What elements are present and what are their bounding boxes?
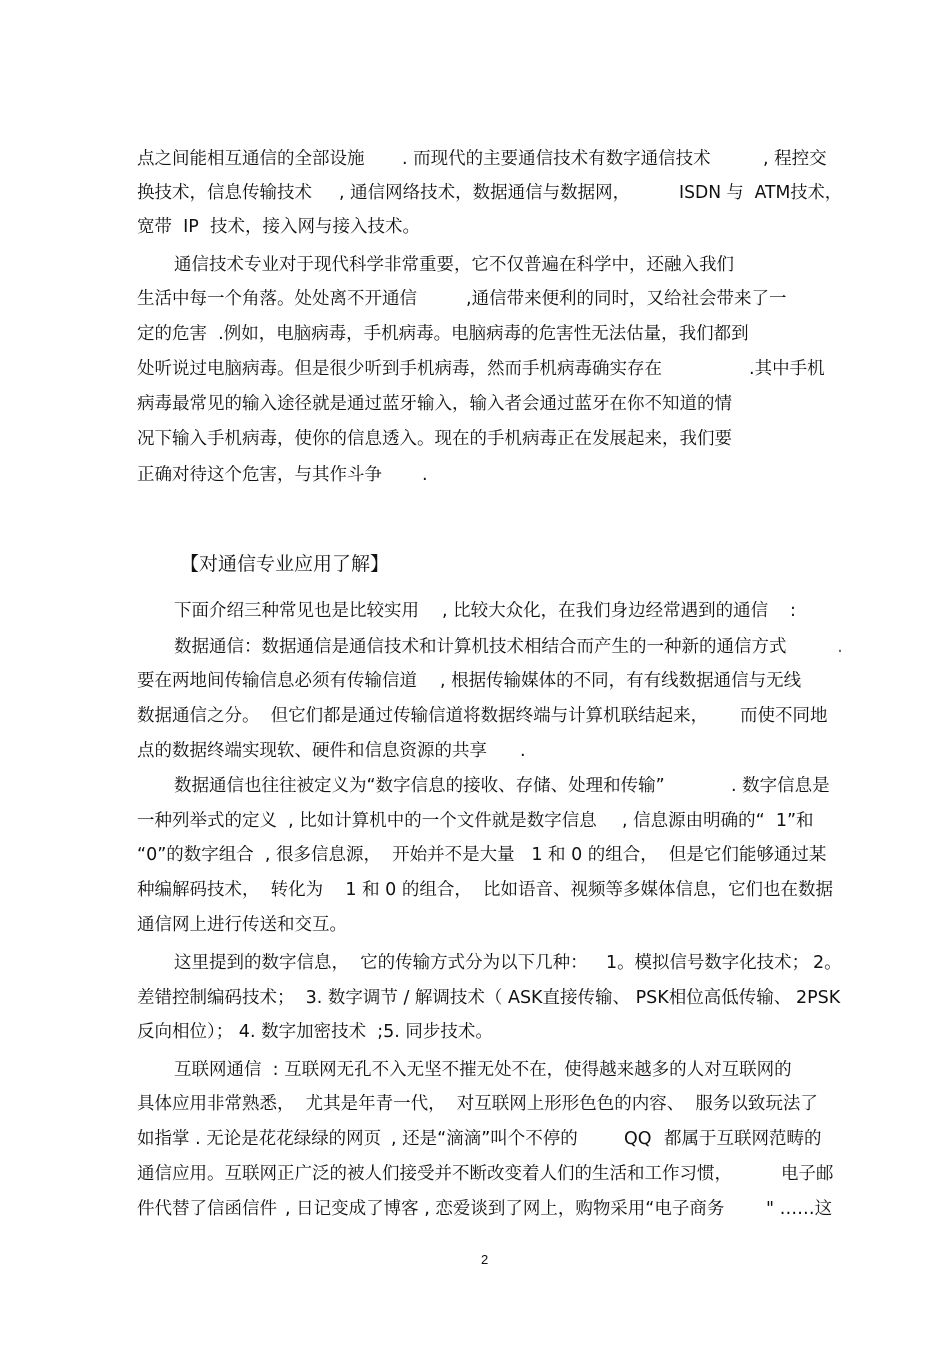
text-fragment: 通信技术专业对于现代科学非常重要，它不仅普遍在科学中，还融入我们 bbox=[174, 255, 734, 275]
text-fragment: 通信网上进行传送和交互。 bbox=[137, 915, 347, 935]
text-fragment: 换技术，信息传输技术 bbox=[137, 183, 312, 203]
section-heading bbox=[0, 549, 950, 579]
text-fragment: , 日记变成了博客 , 恋爱谈到了网上，购物采用“电子商务 bbox=[285, 1199, 725, 1219]
text-fragment: ,通信带来便利的同时，又给社会带来了一 bbox=[466, 289, 787, 309]
text-fragment: 1。模拟信号数字化技术； bbox=[606, 953, 810, 973]
text-fragment: 反向相位）； 4. 数字加密技术 ;5. 同步技术。 bbox=[137, 1022, 493, 1042]
text-fragment: 点的数据终端实现软、硬件和信息资源的共享 bbox=[137, 741, 487, 761]
text-fragment: , 通信网络技术，数据通信与数据网， bbox=[339, 183, 631, 203]
text-fragment: . bbox=[520, 741, 526, 761]
text-fragment: 点之间能相互通信的全部设施 bbox=[137, 149, 365, 169]
text-fragment: 如指掌 . 无论是花花绿绿的网页 bbox=[137, 1129, 382, 1149]
text-line bbox=[0, 736, 950, 766]
text-fragment: 通信应用。互联网正广泛的被人们接受并不断改变着人们的生活和工作习惯， bbox=[137, 1164, 732, 1184]
text-fragment: 而使不同地 bbox=[740, 706, 828, 726]
text-fragment: 生活中每一个角落。处处离不开通信 bbox=[137, 289, 417, 309]
text-line bbox=[0, 389, 950, 419]
text-line bbox=[0, 701, 950, 731]
text-fragment: , 还是“滴滴”叫个不停的 bbox=[391, 1129, 578, 1149]
text-line bbox=[0, 806, 950, 836]
text-line bbox=[0, 948, 950, 978]
text-line bbox=[0, 354, 950, 384]
text-line bbox=[0, 1159, 950, 1189]
section-heading-text: 【对通信专业应用了解】 bbox=[180, 553, 390, 575]
text-fragment: 电子邮 bbox=[781, 1164, 834, 1184]
text-fragment: 处听说过电脑病毒。但是很少听到手机病毒，然而手机病毒确实存在 bbox=[137, 359, 662, 379]
text-fragment: : bbox=[790, 601, 796, 621]
text-line bbox=[0, 284, 950, 314]
text-line bbox=[0, 1124, 950, 1154]
text-fragment: 都属于互联网范畴的 bbox=[664, 1129, 822, 1149]
text-line bbox=[0, 212, 950, 242]
text-fragment: , 比较大众化，在我们身边经常遇到的通信 bbox=[442, 601, 769, 621]
text-fragment: 正确对待这个危害，与其作斗争 bbox=[137, 465, 382, 485]
text-fragment: 差错控制编码技术； 3. 数字调节 / 解调技术（ ASK直接传输、 PSK相位高低传输、 bbox=[137, 988, 792, 1008]
text-fragment: " ……这 bbox=[766, 1199, 833, 1219]
text-fragment: , 程控交 bbox=[763, 149, 827, 169]
text-line bbox=[0, 250, 950, 280]
text-line bbox=[0, 1089, 950, 1119]
text-fragment: . 数字信息是 bbox=[731, 776, 830, 796]
text-fragment: 数据通信也往往被定义为“数字信息的接收、存储、处理和传输” bbox=[174, 776, 665, 796]
text-line bbox=[0, 910, 950, 940]
text-fragment: 下面介绍三种常见也是比较实用 bbox=[174, 601, 419, 621]
text-fragment: . bbox=[422, 465, 428, 485]
text-fragment: 种编解码技术， 转化为 1 和 0 的组合， 比如语音、视频等多媒体信息，它们也在数据 bbox=[137, 880, 833, 900]
text-line bbox=[0, 875, 950, 905]
text-fragment: 2PSK bbox=[796, 988, 841, 1008]
text-line bbox=[0, 840, 950, 870]
text-fragment: . 而现代的主要通信技术有数字通信技术 bbox=[402, 149, 711, 169]
text-fragment: , 根据传输媒体的不同，有有线数据通信与无线 bbox=[440, 671, 802, 691]
text-fragment: .其中手机 bbox=[749, 359, 825, 379]
text-fragment: 数据通信之分。 但它们都是通过传输信道将数据终端与计算机联结起来， bbox=[137, 706, 709, 726]
text-line bbox=[0, 178, 950, 208]
text-line bbox=[0, 319, 950, 349]
text-line bbox=[0, 1017, 950, 1047]
text-line bbox=[0, 424, 950, 454]
text-fragment: 这里提到的数字信息， 它的传输方式分为以下几种： bbox=[174, 953, 588, 973]
text-fragment: , 信息源由明确的“ 1”和 bbox=[622, 811, 814, 831]
text-line bbox=[0, 460, 950, 490]
text-fragment: . bbox=[838, 637, 842, 657]
text-line bbox=[0, 983, 950, 1013]
text-fragment: “0”的数字组合 , 很多信息源， 开始并不是大量 1 和 0 的组合， 但是它们能够通过某 bbox=[137, 845, 827, 865]
text-fragment: 病毒最常见的输入途径就是通过蓝牙输入，输入者会通过蓝牙在你不知道的情 bbox=[137, 394, 732, 414]
text-fragment: 要在两地间传输信息必须有传输信道 bbox=[137, 671, 417, 691]
text-fragment: QQ bbox=[624, 1129, 652, 1149]
text-fragment: ISDN 与 ATM技术， bbox=[679, 183, 842, 203]
text-fragment: 2。 bbox=[813, 953, 842, 973]
text-fragment: 互联网通信 : 互联网无孔不入无坚不摧无处不在，使得越来越多的人对互联网的 bbox=[174, 1060, 792, 1080]
text-fragment: 件代替了信函信件 bbox=[137, 1199, 277, 1219]
text-line bbox=[0, 1055, 950, 1085]
text-fragment: 数据通信：数据通信是通信技术和计算机技术相结合而产生的一种新的通信方式 bbox=[174, 637, 787, 657]
text-line bbox=[0, 632, 950, 662]
text-fragment: 定的危害 .例如，电脑病毒，手机病毒。电脑病毒的危害性无法估量，我们都到 bbox=[137, 324, 749, 344]
text-fragment: 况下输入手机病毒，使你的信息透入。现在的手机病毒正在发展起来，我们要 bbox=[137, 429, 732, 449]
text-line bbox=[0, 771, 950, 801]
text-fragment: 具体应用非常熟悉， 尤其是年青一代， 对互联网上形形色色的内容、 服务以致玩法了 bbox=[137, 1094, 818, 1114]
text-fragment: 一种列举式的定义 , 比如计算机中的一个文件就是数字信息 bbox=[137, 811, 597, 831]
text-fragment: 宽带 IP 技术，接入网与接入技术。 bbox=[137, 217, 420, 237]
text-line bbox=[0, 1194, 950, 1224]
text-line bbox=[0, 144, 950, 174]
text-line bbox=[0, 666, 950, 696]
page-number: 2 bbox=[481, 1252, 489, 1267]
text-line bbox=[0, 596, 950, 626]
